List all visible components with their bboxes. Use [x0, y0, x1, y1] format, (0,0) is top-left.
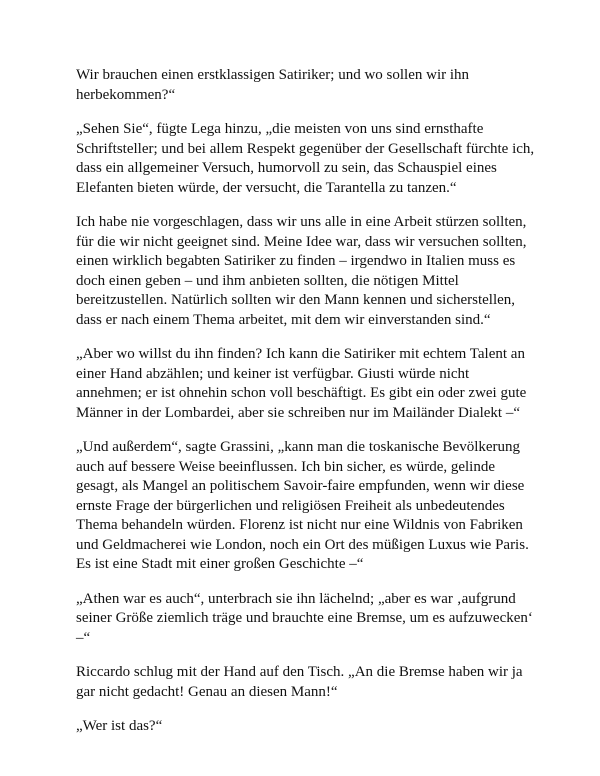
paragraph-3: Ich habe nie vorgeschlagen, dass wir uns alle in eine Arbeit stürzen sollten, für die wir nicht geeignet sind. Meine Idee war, dass wir versuchen sollten, einen wirklich begabten Satiriker zu finden – irgendwo in Italien muss es doch einen geben – und ihm anbieten sollten, die nötigen Mittel bereitzustellen. Natürlich sollten wir den Mann kennen und sicherstellen, dass er nach einem Thema arbeitet, mit dem wir einverstanden sind.“ [76, 214, 527, 328]
paragraph-1: Wir brauchen einen erstklassigen Satiriker; und wo sollen wir ihn herbekommen?“ [76, 67, 470, 103]
paragraph-8: „Wer ist das?“ [76, 718, 163, 734]
paragraph-7: Riccardo schlug mit der Hand auf den Tisch. „An die Bremse haben wir ja gar nicht gedacht! Genau an diesen Mann!“ [76, 664, 523, 700]
paragraph-5: „Und außerdem“, sagte Grassini, „kann man die toskanische Bevölkerung auch auf bessere Weise beeinflussen. Ich bin sicher, es würde, gelinde gesagt, als Mangel an politischem Savoir-faire empfunden, wenn wir diese ernste Frage der bürgerlichen und religiösen Freiheit als unbedeutendes Thema behandeln würden. Florenz ist nicht nur eine Wildnis von Fabriken und Geldmacherei wie London, noch ein Ort des müßigen Luxus wie Paris. Es ist eine Stadt mit einer großen Geschichte –“ [76, 439, 529, 572]
paragraph-6: „Athen war es auch“, unterbrach sie ihn lächelnd; „aber es war ‚aufgrund seiner Größe ziemlich träge und brauchte eine Bremse, um es aufzuwecken‘ –“ [76, 590, 533, 646]
paragraph-2: „Sehen Sie“, fügte Lega hinzu, „die meisten von uns sind ernsthafte Schriftsteller; und bei allem Respekt gegenüber der Gesellschaft fürchte ich, dass ein allgemeiner Versuch, humorvoll zu sein, das Schauspiel eines Elefanten bieten würde, der versucht, die Tarantella zu tanzen.“ [76, 121, 535, 196]
body-text [76, 66, 536, 752]
paragraph-4: „Aber wo willst du ihn finden? Ich kann die Satiriker mit echtem Talent an einer Hand abzählen; und keiner ist verfügbar. Giusti würde nicht annehmen; er ist ohnehin schon voll beschäftigt. Es gibt ein oder zwei gute Männer in der Lombardei, aber sie schreiben nur im Mailänder Dialekt –“ [76, 346, 527, 421]
